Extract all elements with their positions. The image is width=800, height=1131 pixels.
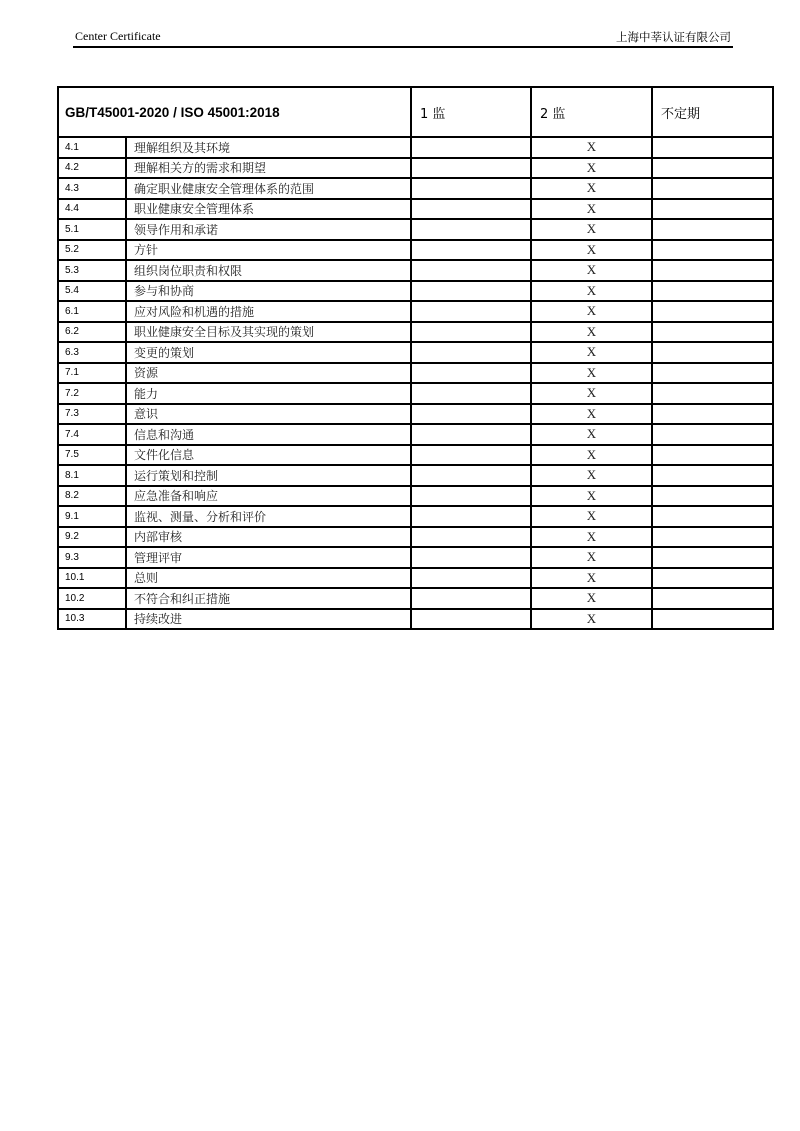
clause-title: 应对风险和机遇的措施 bbox=[126, 301, 411, 322]
surveillance-2-mark: X bbox=[531, 178, 652, 199]
clause-number: 6.1 bbox=[58, 301, 126, 322]
table-row bbox=[58, 424, 773, 445]
surveillance-1-mark bbox=[411, 342, 531, 363]
clause-title: 内部审核 bbox=[126, 527, 411, 548]
surveillance-1-mark bbox=[411, 383, 531, 404]
audit-clause-table bbox=[57, 86, 774, 630]
irregular-mark bbox=[652, 588, 773, 609]
clause-number: 10.1 bbox=[58, 568, 126, 589]
clause-title: 总则 bbox=[126, 568, 411, 589]
irregular-mark bbox=[652, 240, 773, 261]
clause-number: 10.2 bbox=[58, 588, 126, 609]
clause-number: 8.2 bbox=[58, 486, 126, 507]
table-row bbox=[58, 158, 773, 179]
irregular-mark bbox=[652, 486, 773, 507]
surveillance-1-mark bbox=[411, 178, 531, 199]
clause-number: 7.3 bbox=[58, 404, 126, 425]
irregular-mark bbox=[652, 281, 773, 302]
surveillance-2-mark: X bbox=[531, 445, 652, 466]
irregular-mark bbox=[652, 178, 773, 199]
surveillance-1-mark bbox=[411, 158, 531, 179]
clause-title: 领导作用和承诺 bbox=[126, 219, 411, 240]
clause-number: 4.4 bbox=[58, 199, 126, 220]
table-row bbox=[58, 465, 773, 486]
surveillance-1-mark bbox=[411, 363, 531, 384]
irregular-mark bbox=[652, 506, 773, 527]
clause-title: 确定职业健康安全管理体系的范围 bbox=[126, 178, 411, 199]
clause-title: 组织岗位职责和权限 bbox=[126, 260, 411, 281]
clause-title: 理解相关方的需求和期望 bbox=[126, 158, 411, 179]
surveillance-2-mark: X bbox=[531, 506, 652, 527]
clause-title: 意识 bbox=[126, 404, 411, 425]
table-row bbox=[58, 445, 773, 466]
clause-title: 职业健康安全管理体系 bbox=[126, 199, 411, 220]
clause-title: 文件化信息 bbox=[126, 445, 411, 466]
surveillance-2-mark: X bbox=[531, 219, 652, 240]
clause-title: 不符合和纠正措施 bbox=[126, 588, 411, 609]
table-row bbox=[58, 199, 773, 220]
surveillance-1-mark bbox=[411, 568, 531, 589]
clause-title: 方针 bbox=[126, 240, 411, 261]
surveillance-2-mark: X bbox=[531, 363, 652, 384]
clause-number: 5.1 bbox=[58, 219, 126, 240]
table-row bbox=[58, 568, 773, 589]
irregular-mark bbox=[652, 158, 773, 179]
irregular-mark bbox=[652, 568, 773, 589]
table-row bbox=[58, 178, 773, 199]
clause-title: 监视、测量、分析和评价 bbox=[126, 506, 411, 527]
irregular-mark bbox=[652, 527, 773, 548]
surveillance-1-mark bbox=[411, 404, 531, 425]
clause-title: 资源 bbox=[126, 363, 411, 384]
table-row bbox=[58, 609, 773, 630]
irregular-mark bbox=[652, 609, 773, 630]
surveillance-1-mark bbox=[411, 588, 531, 609]
irregular-mark bbox=[652, 199, 773, 220]
clause-title: 变更的策划 bbox=[126, 342, 411, 363]
clause-number: 9.3 bbox=[58, 547, 126, 568]
clause-number: 7.1 bbox=[58, 363, 126, 384]
clause-title: 理解组织及其环境 bbox=[126, 137, 411, 158]
surveillance-2-mark: X bbox=[531, 281, 652, 302]
irregular-mark bbox=[652, 404, 773, 425]
header-company-name: 上海中莘认证有限公司 bbox=[616, 30, 731, 44]
surveillance-1-mark bbox=[411, 240, 531, 261]
surveillance-1-mark bbox=[411, 322, 531, 343]
surveillance-1-mark bbox=[411, 281, 531, 302]
table-row bbox=[58, 322, 773, 343]
surveillance-1-mark bbox=[411, 260, 531, 281]
surveillance-2-mark: X bbox=[531, 322, 652, 343]
surveillance-2-mark: X bbox=[531, 568, 652, 589]
column-header-surveillance-2: 2 监 bbox=[531, 87, 652, 137]
clause-number: 5.4 bbox=[58, 281, 126, 302]
clause-title: 持续改进 bbox=[126, 609, 411, 630]
table-row bbox=[58, 260, 773, 281]
irregular-mark bbox=[652, 322, 773, 343]
irregular-mark bbox=[652, 301, 773, 322]
table-row bbox=[58, 404, 773, 425]
clause-number: 9.2 bbox=[58, 527, 126, 548]
surveillance-1-mark bbox=[411, 465, 531, 486]
table-row bbox=[58, 219, 773, 240]
surveillance-2-mark: X bbox=[531, 137, 652, 158]
clause-title: 应急准备和响应 bbox=[126, 486, 411, 507]
clause-number: 5.2 bbox=[58, 240, 126, 261]
table-row bbox=[58, 342, 773, 363]
surveillance-1-mark bbox=[411, 424, 531, 445]
surveillance-1-mark bbox=[411, 527, 531, 548]
clause-number: 4.2 bbox=[58, 158, 126, 179]
table-row bbox=[58, 527, 773, 548]
surveillance-1-mark bbox=[411, 547, 531, 568]
table-row bbox=[58, 137, 773, 158]
clause-number: 5.3 bbox=[58, 260, 126, 281]
surveillance-2-mark: X bbox=[531, 547, 652, 568]
surveillance-2-mark: X bbox=[531, 588, 652, 609]
clause-number: 4.1 bbox=[58, 137, 126, 158]
clause-number: 7.5 bbox=[58, 445, 126, 466]
surveillance-1-mark bbox=[411, 506, 531, 527]
surveillance-2-mark: X bbox=[531, 404, 652, 425]
table-row bbox=[58, 383, 773, 404]
clause-number: 7.2 bbox=[58, 383, 126, 404]
surveillance-2-mark: X bbox=[531, 158, 652, 179]
table-row bbox=[58, 240, 773, 261]
clause-title: 参与和协商 bbox=[126, 281, 411, 302]
surveillance-1-mark bbox=[411, 609, 531, 630]
surveillance-2-mark: X bbox=[531, 240, 652, 261]
surveillance-1-mark bbox=[411, 199, 531, 220]
surveillance-2-mark: X bbox=[531, 527, 652, 548]
surveillance-2-mark: X bbox=[531, 465, 652, 486]
clause-title: 管理评审 bbox=[126, 547, 411, 568]
table-row bbox=[58, 506, 773, 527]
irregular-mark bbox=[652, 363, 773, 384]
table-row bbox=[58, 547, 773, 568]
clause-number: 7.4 bbox=[58, 424, 126, 445]
clause-number: 6.2 bbox=[58, 322, 126, 343]
surveillance-2-mark: X bbox=[531, 301, 652, 322]
clause-number: 4.3 bbox=[58, 178, 126, 199]
irregular-mark bbox=[652, 383, 773, 404]
table-row bbox=[58, 281, 773, 302]
table-row bbox=[58, 588, 773, 609]
clause-number: 6.3 bbox=[58, 342, 126, 363]
surveillance-1-mark bbox=[411, 445, 531, 466]
irregular-mark bbox=[652, 260, 773, 281]
surveillance-2-mark: X bbox=[531, 424, 652, 445]
surveillance-1-mark bbox=[411, 137, 531, 158]
irregular-mark bbox=[652, 137, 773, 158]
page-header bbox=[73, 28, 733, 48]
clause-title: 能力 bbox=[126, 383, 411, 404]
standard-title: GB/T45001-2020 / ISO 45001:2018 bbox=[58, 87, 411, 137]
surveillance-2-mark: X bbox=[531, 383, 652, 404]
column-header-irregular: 不定期 bbox=[652, 87, 773, 137]
surveillance-1-mark bbox=[411, 486, 531, 507]
irregular-mark bbox=[652, 219, 773, 240]
surveillance-1-mark bbox=[411, 301, 531, 322]
table-row bbox=[58, 301, 773, 322]
surveillance-1-mark bbox=[411, 219, 531, 240]
header-left-text: Center Certificate bbox=[75, 29, 161, 43]
irregular-mark bbox=[652, 342, 773, 363]
clause-number: 8.1 bbox=[58, 465, 126, 486]
clause-title: 职业健康安全目标及其实现的策划 bbox=[126, 322, 411, 343]
surveillance-2-mark: X bbox=[531, 486, 652, 507]
clause-number: 10.3 bbox=[58, 609, 126, 630]
table-header-row bbox=[58, 87, 773, 137]
surveillance-2-mark: X bbox=[531, 199, 652, 220]
surveillance-2-mark: X bbox=[531, 260, 652, 281]
table-row bbox=[58, 486, 773, 507]
irregular-mark bbox=[652, 547, 773, 568]
irregular-mark bbox=[652, 424, 773, 445]
irregular-mark bbox=[652, 445, 773, 466]
table-row bbox=[58, 363, 773, 384]
irregular-mark bbox=[652, 465, 773, 486]
surveillance-2-mark: X bbox=[531, 342, 652, 363]
clause-number: 9.1 bbox=[58, 506, 126, 527]
column-header-surveillance-1: 1 监 bbox=[411, 87, 531, 137]
clause-title: 信息和沟通 bbox=[126, 424, 411, 445]
surveillance-2-mark: X bbox=[531, 609, 652, 630]
clause-title: 运行策划和控制 bbox=[126, 465, 411, 486]
